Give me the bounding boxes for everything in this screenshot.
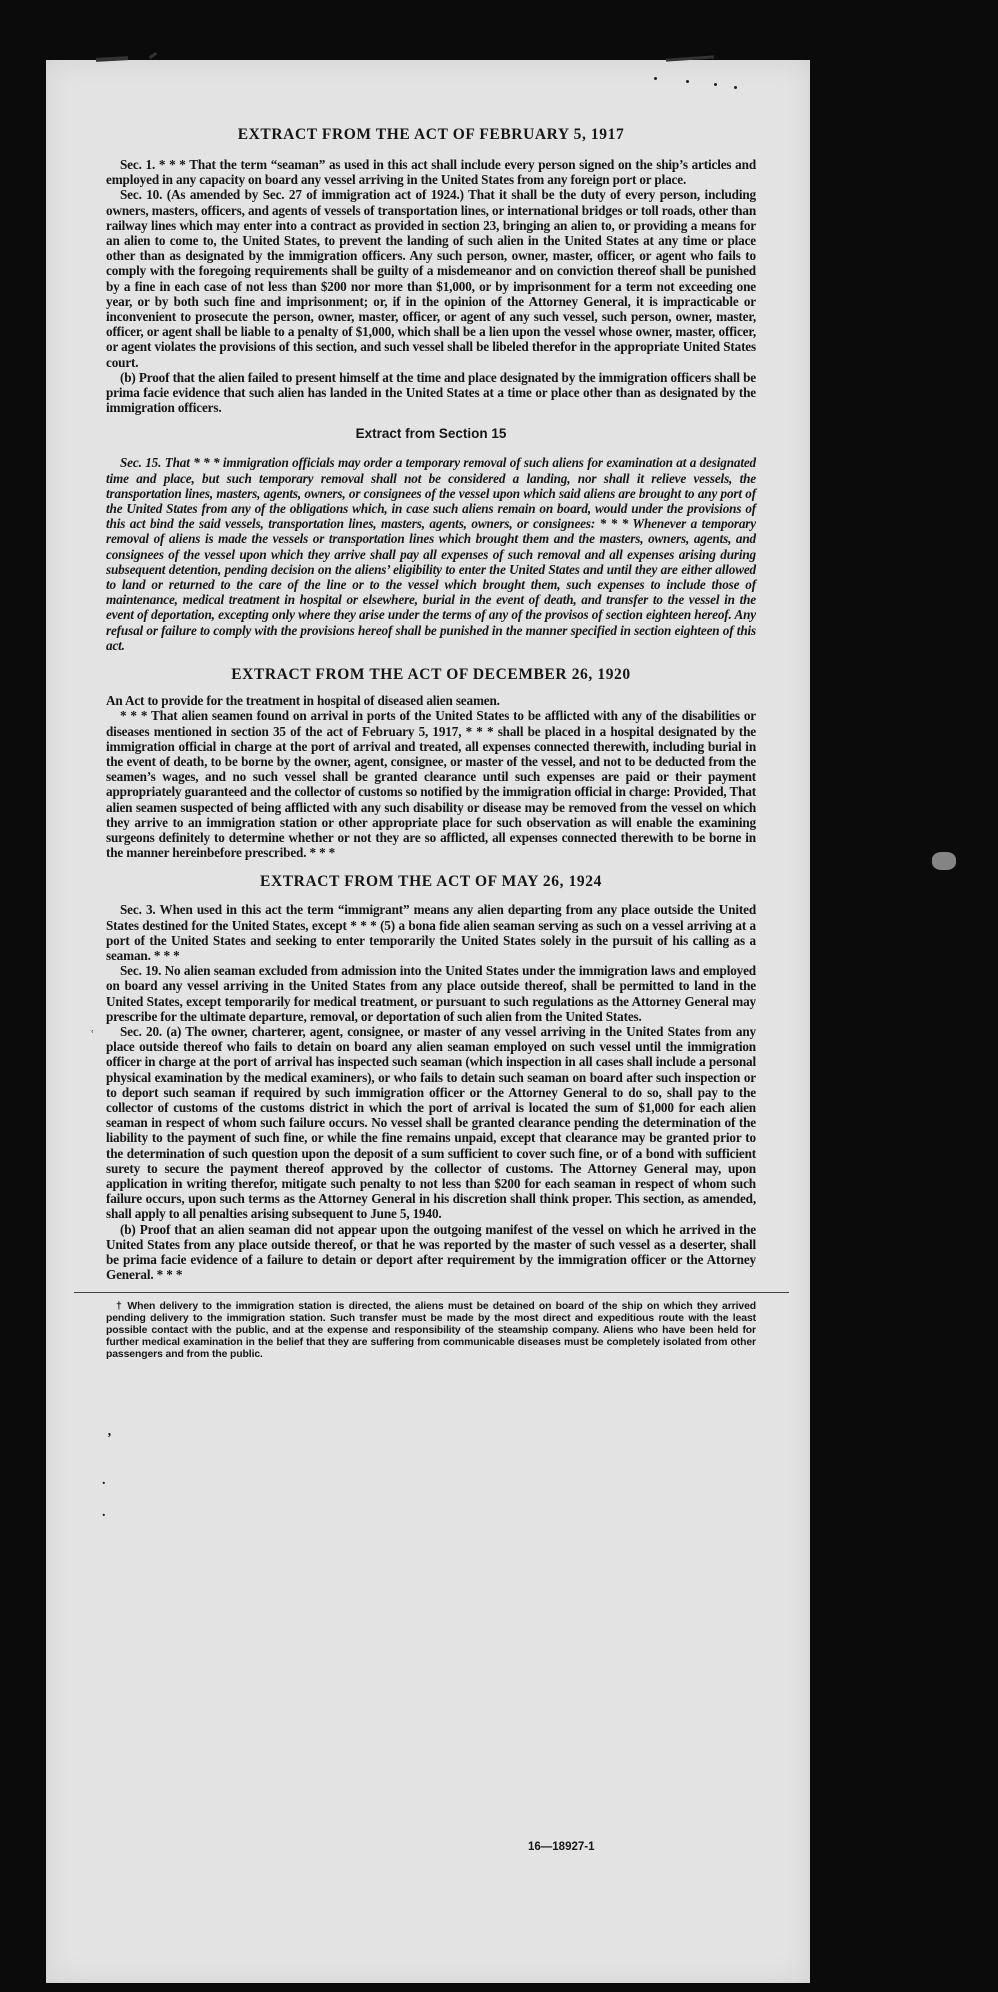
margin-mark: ’: [107, 1431, 112, 1446]
scan-speck: [654, 77, 657, 80]
paragraph: Sec. 19. No alien seaman excluded from admission into the United States under the immigration laws and employed on board any vessel arriving in the United States from any place outside thereof, shall be permitted to land in the United States, except temporarily for medical treatment, or pursuant to such regulations as the Attorney General may prescribe for the ultimate departure, removal, or deportation of such alien from the United States.: [106, 963, 756, 1024]
paragraph: Sec. 1. * * * That the term “seaman” as used in this act shall include every person signed on the ship’s articles and employed in any capacity on board any vessel arriving in the United States from any foreign port or place.: [106, 157, 756, 188]
margin-mark: ʿ: [90, 1029, 95, 1044]
scan-speck: [734, 86, 737, 89]
footnote-divider: [74, 1292, 789, 1293]
paragraph: (b) Proof that the alien failed to present himself at the time and place designated by the immigration officers shall be prima facie evidence that such alien has landed in the United States at a time or place other than as designated by the immigration officers.: [106, 369, 756, 416]
section-heading: EXTRACT FROM THE ACT OF DECEMBER 26, 1920: [231, 666, 631, 684]
document-body: [106, 125, 756, 1361]
scan-mark-left: [96, 56, 128, 62]
margin-mark: .: [102, 1505, 106, 1520]
paragraph: Sec. 15. That * * * immigration officials may order a temporary removal of such aliens for examination at a designated time and place, but such temporary removal shall not be considered a landing, nor shall it relieve vessels, the transportation lines, masters, agents, owners, or consignees of the vessel upon which said aliens are brought to any port of the United States from any of the obligations which, in case such aliens remain on board, would under the provisions of this act bind the said vessels, transportation lines, masters, agents, owners, or consignees: * * * Whenever a temporary removal of aliens is made the vessels or transportation lines which brought them and the masters, owners, agents, and consignees of the vessel upon which they arrive shall pay all expenses of such removal and all expenses arising during subsequent detention, pending decision on the aliens’ eligibility to enter the United States and until they are either allowed to land or returned to the care of the line or to the vessel which brought them, such expenses to include those of maintenance, medical treatment in hospital or elsewhere, burial in the event of death, and transfer to the vessel in the event of deportation, excepting only where they arise under the terms of any of the provisos of section eighteen hereof. Any refusal or failure to comply with the provisions hereof shall be punished in the manner specified in section eighteen of this act.: [106, 455, 756, 653]
paragraph: Sec. 20. (a) The owner, charterer, agent, consignee, or master of any vessel arriving in the United States from any place outside thereof who fails to detain on board any alien seaman employed on such vessel until the immigration officer in charge at the port of arrival has inspected such seaman (which inspection in all cases shall include a personal physical examination by the medical examiners), or who fails to detain such seaman on board after such inspection or to deport such seaman if required by such immigration officer or the Attorney General to do so, shall pay to the collector of customs of the customs district in which the port of arrival is located the sum of $1,000 for each alien seaman in respect of whom such failure occurs. No vessel shall be granted clearance pending the determination of the liability to the payment of such fine, or while the fine remains unpaid, except that clearance may be granted prior to the determination of such question upon the deposit of a sum sufficient to cover such fine, or of a bond with sufficient surety to secure the payment thereof approved by the collector of customs. The Attorney General may, upon application in writing therefor, mitigate such penalty to not less than $200 for each seaman in respect of whom such failure occurs, upon such terms as the Attorney General in his discretion shall think proper. This section, as amended, shall apply to all penalties arising subsequent to June 5, 1940.: [106, 1023, 756, 1222]
paragraph: Sec. 10. (As amended by Sec. 27 of immigration act of 1924.) That it shall be the duty of every person, including owners, masters, officers, and agents of vessels of transportation lines, or international bridges or toll roads, other than railway lines which may enter into a contract as provided in section 23, bringing an alien to, or providing a means for an alien to come to, the United States, to prevent the landing of such alien in the United States at any time or place other than as designated by the immigration officers. Any such person, owner, master, officer, or agent who fails to comply with the foregoing requirements shall be guilty of a misdemeanor and on conviction thereof shall be punished by a fine in each case of not less than $200 nor more than $1,000, or by imprisonment for a term not exceeding one year, or by both such fine and imprisonment; or, if in the opinion of the Attorney General, it is impracticable or inconvenient to prosecute the person, owner, master, officer, or agent of any such vessel, such person, owner, master, officer, or agent shall be liable to a penalty of $1,000, which shall be a lien upon the vessel whose owner, master, officer, or agent violates the provisions of this section, and such vessel shall be libeled therefor in the appropriate United States court.: [106, 187, 756, 370]
document-page: [46, 60, 810, 1983]
paragraph: An Act to provide for the treatment in hospital of diseased alien seamen.: [106, 693, 500, 709]
scan-mark-right: [666, 55, 714, 61]
scan-speck: [686, 80, 689, 83]
paragraph: (b) Proof that an alien seaman did not appear upon the outgoing manifest of the vessel on which he arrived in the United States from any place outside thereof, or that he was reported by the master of such vessel as a deserter, shall be prima facie evidence of a failure to detain or deport after requirement by the immigration officer or the Attorney General. * * *: [106, 1221, 756, 1283]
scan-mark-left-tick: [149, 52, 157, 59]
section-subheading: Extract from Section 15: [355, 426, 507, 442]
section-heading: EXTRACT FROM THE ACT OF FEBRUARY 5, 1917: [237, 126, 625, 143]
footnote: † When delivery to the immigration station is directed, the aliens must be detained on board of the ship on which they arrived pending delivery to the immigration station. Such transfer must be made by the most direct and expeditious route with the least possible contact with the public, and at the expense and responsibility of the steamship company. Aliens who have been held for further medical examination in the belief that they are suffering from communicable diseases must be completely isolated from other passengers and from the public.: [106, 1301, 756, 1361]
form-number: 16—18927-1: [528, 1841, 595, 1853]
margin-mark: .: [102, 1473, 106, 1488]
paragraph: * * * That alien seamen found on arrival in ports of the United States to be afflicted with any of the disabilities or diseases mentioned in section 35 of the act of February 5, 1917, * * * shall be placed in a hospital designated by the immigration official in charge at the port of arrival and treated, all expenses connected therewith, including burial in the event of death, to be borne by the owner, agent, consignee, or master of the vessel, and not to be deducted from the seamen’s wages, and no such vessel shall be granted clearance until such expenses are paid or their payment appropriately guaranteed and the collector of customs so notified by the immigration official in charge: Provided, That alien seamen suspected of being afflicted with any such disability or disease may be removed from the vessel on which they arrive to an immigration station or other appropriate place for such observation as will enable the examining surgeons definitely to determine whether or not they are so afflicted, all expenses connected therewith to be borne in the manner hereinbefore prescribed. * * *: [106, 708, 756, 861]
scan-blot: [932, 852, 956, 870]
scan-speck: [714, 83, 717, 86]
section-heading: EXTRACT FROM THE ACT OF MAY 26, 1924: [260, 873, 602, 891]
paragraph: Sec. 3. When used in this act the term “immigrant” means any alien departing from any place outside the United States destined for the United States, except * * * (5) a bona fide alien seaman serving as such on a vessel arriving at a port of the United States and seeking to enter temporarily the United States solely in the pursuit of his calling as a seaman. * * *: [106, 902, 756, 963]
